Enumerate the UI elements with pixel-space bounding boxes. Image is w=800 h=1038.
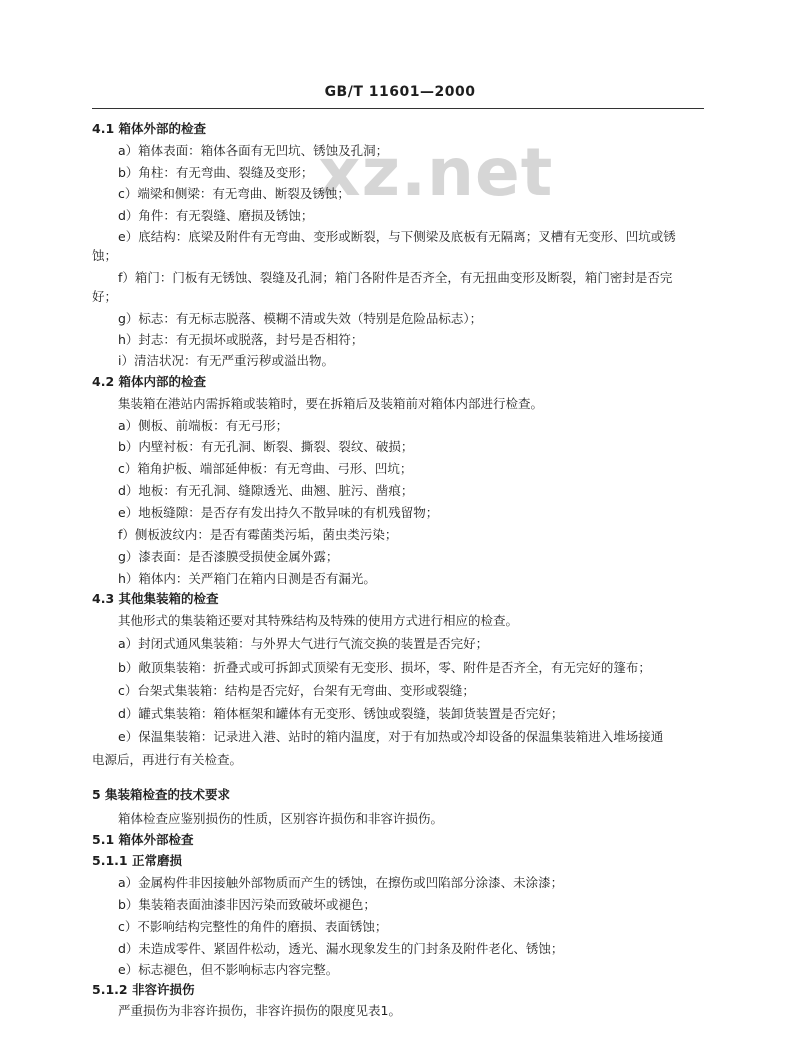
list-item: d）罐式集装箱：箱体框架和罐体有无变形、锈蚀或裂缝，装卸货装置是否完好；	[118, 706, 564, 721]
header-rule	[92, 108, 704, 109]
list-item: b）敞顶集装箱：折叠式或可拆卸式顶梁有无变形、损坏，零、附件是否齐全，有无完好的篷布；	[118, 660, 651, 675]
section-5-1-heading: 5.1 箱体外部检查	[92, 832, 194, 847]
list-item: c）端梁和侧梁：有无弯曲、断裂及锈蚀；	[118, 186, 350, 201]
list-item-continuation: 蚀；	[92, 248, 118, 263]
list-item-continuation: 电源后，再进行有关检查。	[92, 752, 243, 767]
list-item: d）角件：有无裂缝、磨损及锈蚀；	[118, 208, 314, 223]
list-item: c）台架式集装箱：结构是否完好，台架有无弯曲、变形或裂缝；	[118, 683, 475, 698]
list-item: a）侧板、前端板：有无弓形；	[118, 418, 289, 433]
section-4-3-heading: 4.3 其他集装箱的检查	[92, 591, 219, 606]
section-5-1-2-heading: 5.1.2 非容许损伤	[92, 982, 195, 997]
paragraph: 严重损伤为非容许损伤，非容许损伤的限度见表1。	[118, 1003, 401, 1018]
paragraph: 其他形式的集装箱还要对其特殊结构及特殊的使用方式进行相应的检查。	[118, 613, 519, 628]
list-item: i）清洁状况：有无严重污秽或溢出物。	[118, 353, 334, 368]
list-item: e）保温集装箱：记录进入港、站时的箱内温度，对于有加热或冷却设备的保温集装箱进入堆场接通	[118, 729, 664, 744]
list-item: a）封闭式通风集装箱：与外界大气进行气流交换的装置是否完好；	[118, 636, 489, 651]
list-item: g）标志：有无标志脱落、模糊不清或失效（特别是危险品标志）；	[118, 311, 483, 326]
list-item: c）箱角护板、端部延伸板：有无弯曲、弓形、凹坑；	[118, 461, 413, 476]
list-item: d）未造成零件、紧固件松动，透光、漏水现象发生的门封条及附件老化、锈蚀；	[118, 941, 564, 956]
list-item: f）侧板波纹内：是否有霉菌类污垢，菌虫类污染；	[118, 527, 398, 542]
list-item: d）地板：有无孔洞、缝隙透光、曲翘、脏污、凿痕；	[118, 483, 414, 498]
list-item: b）内壁衬板：有无孔洞、断裂、撕裂、裂纹、破损；	[118, 439, 414, 454]
list-item: g）漆表面：是否漆膜受损使金属外露；	[118, 549, 339, 564]
list-item: e）底结构：底梁及附件有无弯曲、变形或断裂，与下侧梁及底板有无隔离；叉槽有无变形、凹坑或锈	[118, 229, 676, 244]
watermark: xz.net	[318, 134, 554, 211]
list-item: c）不影响结构完整性的角件的磨损、表面锈蚀；	[118, 919, 388, 934]
list-item: h）封志：有无损坏或脱落，封号是否相符；	[118, 332, 364, 347]
list-item: h）箱体内：关严箱门在箱内日测是否有漏光。	[118, 571, 376, 586]
paragraph: 集装箱在港站内需拆箱或装箱时，要在拆箱后及装箱前对箱体内部进行检查。	[118, 396, 544, 411]
standard-header: GB/T 11601—2000	[324, 84, 476, 100]
section-5-heading: 5 集装箱检查的技术要求	[92, 787, 231, 802]
section-5-1-1-heading: 5.1.1 正常磨损	[92, 853, 182, 868]
list-item-continuation: 好；	[92, 289, 118, 304]
section-4-1-heading: 4.1 箱体外部的检查	[92, 121, 206, 136]
list-item: a）金属构件非因接触外部物质而产生的锈蚀，在擦伤或凹陷部分涂漆、未涂漆；	[118, 875, 564, 890]
section-4-2-heading: 4.2 箱体内部的检查	[92, 374, 206, 389]
list-item: b）角柱：有无弯曲、裂缝及变形；	[118, 165, 314, 180]
list-item: a）箱体表面：箱体各面有无凹坑、锈蚀及孔洞；	[118, 143, 389, 158]
list-item: e）标志褪色，但不影响标志内容完整。	[118, 962, 339, 977]
list-item: f）箱门：门板有无锈蚀、裂缝及孔洞；箱门各附件是否齐全，有无扭曲变形及断裂，箱门密封是否完	[118, 270, 673, 285]
list-item: b）集装箱表面油漆非因污染而致破坏或褪色；	[118, 897, 376, 912]
list-item: e）地板缝隙：是否存有发出持久不散异味的有机残留物；	[118, 505, 439, 520]
paragraph: 箱体检查应鉴别损伤的性质，区别容许损伤和非容许损伤。	[118, 811, 444, 826]
